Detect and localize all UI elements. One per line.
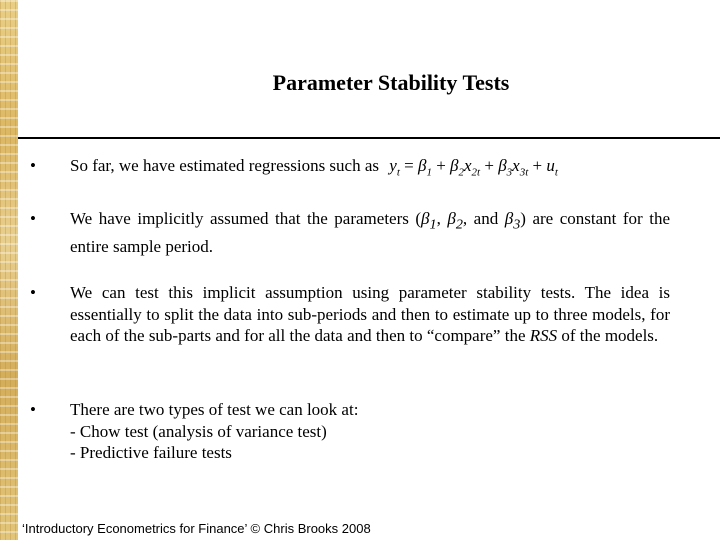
bullet-text — [70, 155, 670, 184]
bullet-text: We have implicitly assumed that the parameters ($\beta_1$, $\beta_2$, and $\beta_3$) are constant for the entire sample period. — [70, 209, 670, 256]
bullet-dot: • — [30, 283, 36, 302]
sub-item-chow-test: - Chow test (analysis of variance test) — [70, 421, 327, 441]
rss-term: RSS — [529, 326, 558, 345]
title-divider — [18, 137, 720, 139]
beta-2: $\beta_2$ — [447, 209, 463, 233]
bullet-item-4 — [30, 399, 670, 464]
bullet-1-text: So far, we have estimated regressions such as — [70, 156, 380, 175]
slide-title: Parameter Stability Tests — [272, 70, 510, 95]
sub-item-predictive-failure: - Predictive failure tests — [70, 443, 232, 462]
beta-3: $\beta_3$ — [504, 209, 521, 233]
beta-1: $\beta_1$ — [421, 209, 437, 233]
bullet-item-3 — [30, 282, 670, 347]
bullet-text — [70, 399, 670, 464]
bullet-dot: • — [30, 209, 36, 228]
bullet-dot: • — [30, 400, 36, 419]
regression-formula: $y_t = \beta_1 + \beta_2x_{2t} + \beta_3x_{3t} + u_t$ — [389, 156, 558, 179]
bullet-item-1 — [30, 155, 670, 184]
bullet-4-text: There are two types of test we can look at: — [70, 400, 359, 419]
bullet-text: We can test this implicit assumption using parameter stability tests. The idea is essentially to split the data into sub-periods and then to estimate up to three models, for each of the sub-parts and for all the data and then to “compare” the RSS of the models. — [70, 283, 670, 345]
bullet-item-2 — [30, 208, 670, 257]
bullet-dot: • — [30, 156, 36, 175]
footer-copyright: ‘Introductory Econometrics for Finance’ © Chris Brooks 2008 — [22, 521, 371, 536]
